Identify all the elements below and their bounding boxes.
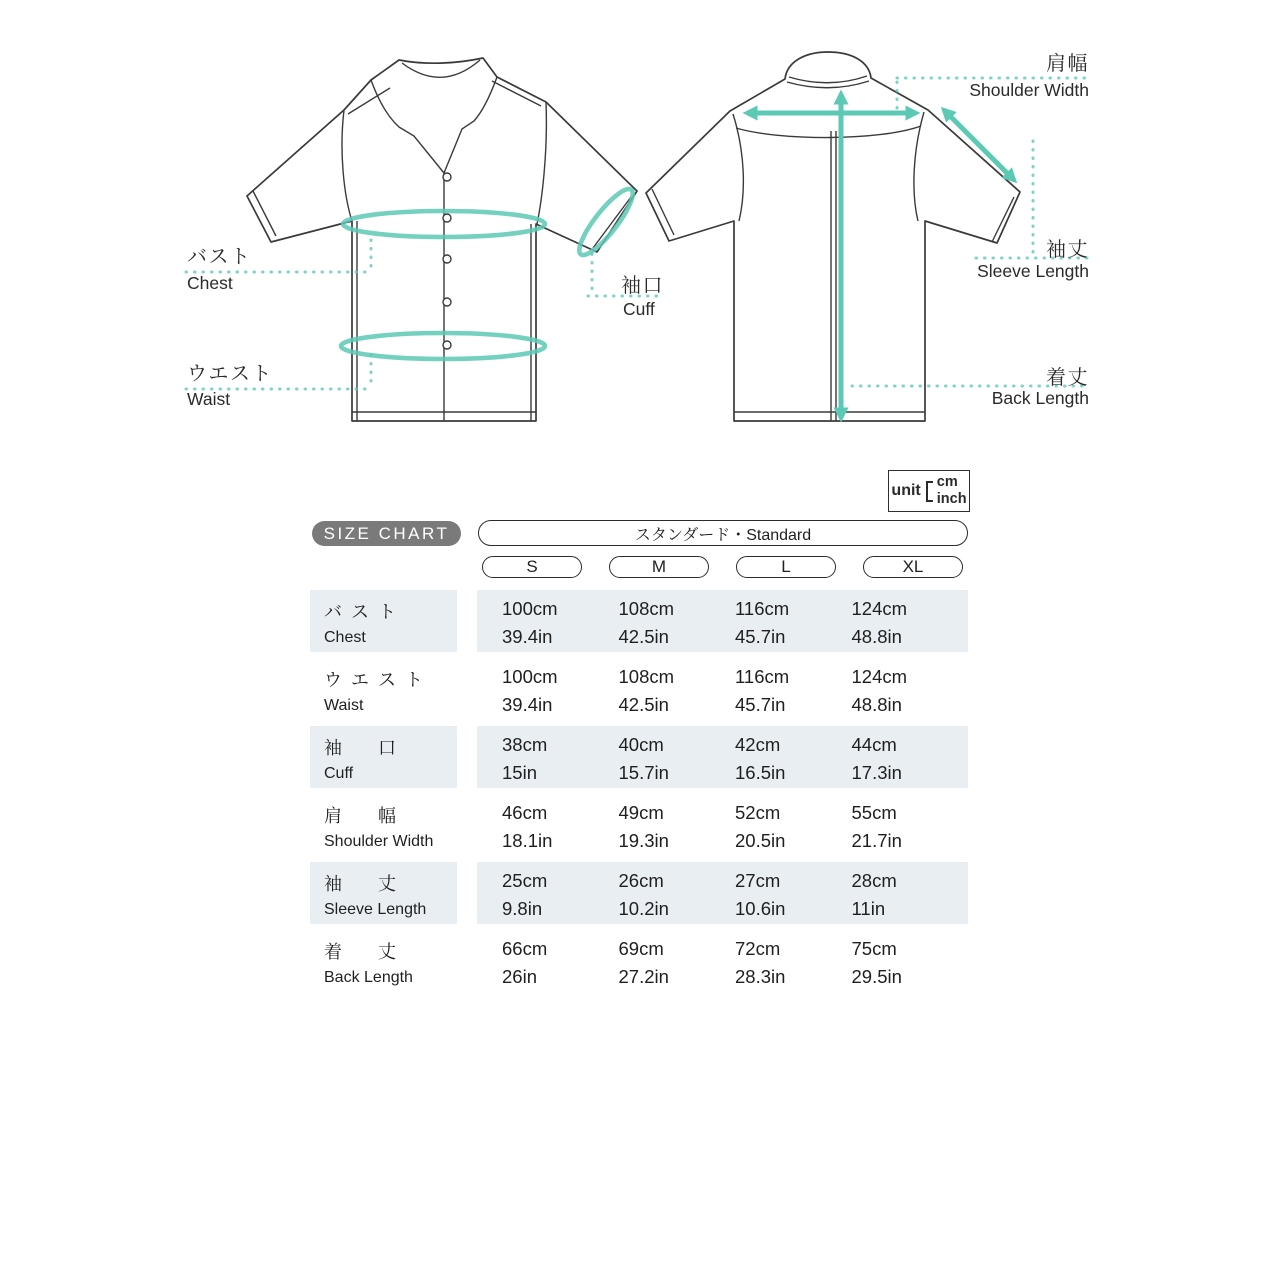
chest-label-en: Chest: [187, 273, 233, 293]
value-in: 45.7in: [735, 626, 786, 647]
value-cell: [735, 666, 852, 720]
value-in: 42.5in: [618, 694, 669, 715]
value-in: 29.5in: [851, 966, 902, 987]
unit-bracket-icon: [926, 481, 933, 502]
value-cm: 40cm: [618, 734, 664, 755]
table-row: [310, 794, 970, 856]
row-values: [477, 726, 968, 788]
value-cm: 124cm: [851, 666, 908, 687]
value-cm: 42cm: [735, 734, 781, 755]
value-cell: [852, 802, 969, 856]
unit-cm: cm: [936, 474, 958, 491]
value-in: 10.6in: [735, 898, 786, 919]
value-cm: 66cm: [502, 938, 548, 959]
value-cell: [735, 598, 852, 652]
value-cm: 116cm: [735, 598, 790, 619]
unit-inch: inch: [936, 491, 967, 507]
row-label: [310, 794, 457, 856]
table-row: [310, 862, 970, 924]
row-values: [477, 862, 968, 924]
value-cell: [852, 938, 969, 992]
row-values: [477, 590, 968, 652]
unit-legend: [888, 470, 970, 512]
value-cm: 100cm: [502, 598, 558, 619]
value-cm: 72cm: [735, 938, 781, 959]
value-in: 45.7in: [735, 694, 786, 715]
value-cm: 27cm: [735, 870, 781, 891]
shirt-back-view: [646, 52, 1090, 421]
value-in: 48.8in: [851, 626, 902, 647]
value-cell: [619, 598, 736, 652]
value-cell: [619, 938, 736, 992]
value-cell: [735, 870, 852, 924]
value-cm: 46cm: [502, 802, 548, 823]
value-cm: 100cm: [502, 666, 558, 687]
row-label-en: Back Length: [324, 969, 413, 986]
value-cell: [502, 734, 619, 788]
cuff-label-en: Cuff: [623, 299, 655, 319]
row-label: [310, 590, 457, 652]
unit-label: unit: [891, 482, 921, 499]
value-cm: 25cm: [502, 870, 548, 891]
value-in: 26in: [502, 966, 537, 987]
row-values: [477, 930, 968, 992]
value-cell: [852, 666, 969, 720]
value-cm: 49cm: [618, 802, 664, 823]
row-values: [477, 658, 968, 720]
value-cm: 26cm: [618, 870, 664, 891]
value-cell: [619, 734, 736, 788]
value-cell: [852, 598, 969, 652]
size-pill-s: S: [482, 556, 582, 578]
value-cell: [852, 734, 969, 788]
value-cell: [735, 734, 852, 788]
value-cm: 44cm: [851, 734, 897, 755]
value-in: 42.5in: [618, 626, 669, 647]
value-in: 15in: [502, 762, 537, 783]
cuff-label-jp: 袖口: [621, 275, 664, 297]
size-table: [310, 590, 970, 998]
row-label-jp: ウエスト: [324, 670, 432, 690]
value-cm: 75cm: [851, 938, 897, 959]
shoulder-width-label-jp: 肩幅: [1046, 53, 1089, 75]
table-row: [310, 930, 970, 992]
value-cm: 124cm: [851, 598, 908, 619]
size-chart-title-badge: SIZE CHART: [312, 521, 461, 546]
value-in: 11in: [851, 898, 886, 919]
unit-values: [937, 474, 967, 507]
value-cell: [502, 598, 619, 652]
row-label-jp: バスト: [324, 602, 405, 622]
row-label-en: Chest: [324, 629, 366, 646]
size-pill-m: M: [609, 556, 709, 578]
row-label-en: Sleeve Length: [324, 901, 427, 918]
value-cell: [502, 938, 619, 992]
value-in: 15.7in: [618, 762, 669, 783]
row-label: [310, 930, 457, 992]
row-label-jp: 袖 丈: [324, 874, 405, 894]
row-label: [310, 658, 457, 720]
value-cell: [502, 666, 619, 720]
value-in: 39.4in: [502, 626, 553, 647]
value-cell: [619, 666, 736, 720]
shoulder-width-label-en: Shoulder Width: [969, 80, 1089, 100]
value-cell: [502, 802, 619, 856]
size-pill-l: L: [736, 556, 836, 578]
table-row: [310, 590, 970, 652]
value-in: 20.5in: [735, 830, 786, 851]
back-length-label-jp: 着丈: [1046, 367, 1089, 389]
value-cell: [852, 870, 969, 924]
value-in: 21.7in: [851, 830, 902, 851]
row-label: [310, 862, 457, 924]
size-pill-xl: XL: [863, 556, 963, 578]
waist-label-en: Waist: [187, 389, 231, 409]
back-length-label-en: Back Length: [991, 388, 1089, 408]
chest-label-jp: バスト: [187, 246, 252, 268]
value-cm: 108cm: [618, 598, 675, 619]
value-in: 17.3in: [851, 762, 902, 783]
value-in: 19.3in: [618, 830, 669, 851]
value-cm: 69cm: [618, 938, 664, 959]
row-label-en: Cuff: [324, 765, 354, 782]
value-in: 10.2in: [618, 898, 669, 919]
value-cm: 28cm: [851, 870, 897, 891]
value-cm: 108cm: [618, 666, 675, 687]
value-in: 18.1in: [502, 830, 553, 851]
row-label-en: Waist: [324, 697, 364, 714]
value-cell: [619, 870, 736, 924]
value-cell: [735, 938, 852, 992]
value-cell: [619, 802, 736, 856]
value-in: 9.8in: [502, 898, 543, 919]
value-cell: [502, 870, 619, 924]
row-label-jp: 肩 幅: [324, 806, 405, 826]
value-in: 27.2in: [618, 966, 669, 987]
sleeve-length-label-en: Sleeve Length: [977, 261, 1089, 281]
value-cell: [735, 802, 852, 856]
value-in: 28.3in: [735, 966, 786, 987]
row-values: [477, 794, 968, 856]
row-label-en: Shoulder Width: [324, 833, 434, 850]
value-cm: 116cm: [735, 666, 790, 687]
value-cm: 55cm: [851, 802, 897, 823]
value-cm: 38cm: [502, 734, 548, 755]
row-label-jp: 着 丈: [324, 942, 405, 962]
table-row: [310, 726, 970, 788]
value-in: 48.8in: [851, 694, 902, 715]
category-pill: スタンダード・Standard: [478, 520, 968, 546]
sleeve-length-label-jp: 袖丈: [1046, 239, 1089, 261]
row-label-jp: 袖 口: [324, 738, 405, 758]
value-in: 16.5in: [735, 762, 786, 783]
value-in: 39.4in: [502, 694, 553, 715]
value-cm: 52cm: [735, 802, 781, 823]
table-row: [310, 658, 970, 720]
row-label: [310, 726, 457, 788]
waist-label-jp: ウエスト: [187, 363, 273, 385]
